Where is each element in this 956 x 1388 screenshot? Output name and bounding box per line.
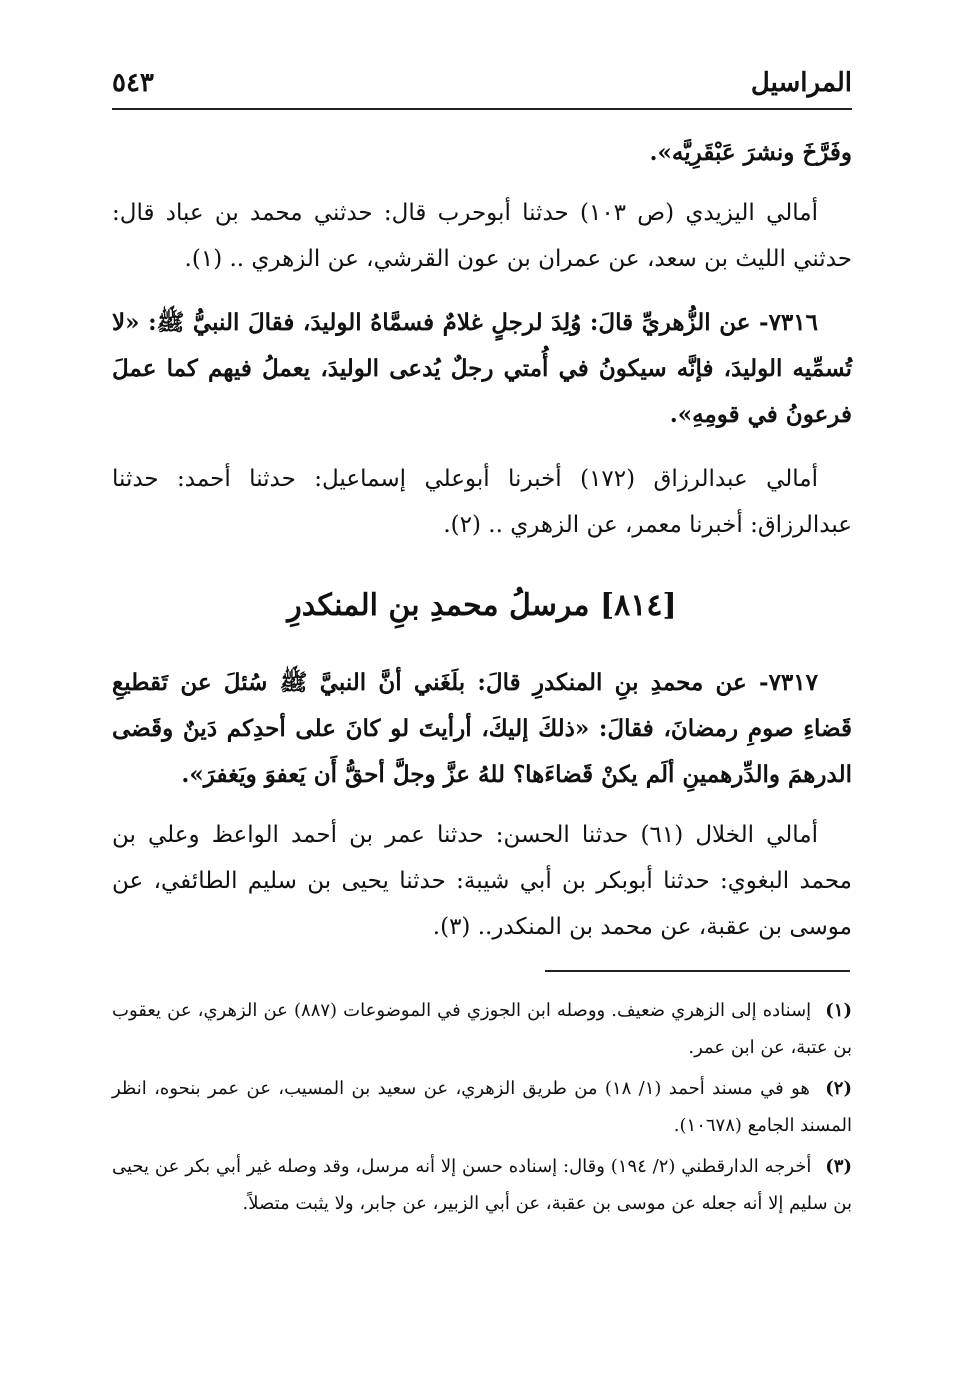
hadith-7316 xyxy=(112,300,852,438)
hadith-text: ٧٣١٧- عن محمدِ بنِ المنكدرِ قالَ: بلَغَني أنَّ النبيَّ ﷺ سُئلَ عن تَقطيعِ قَضاءِ صومِ رمضانَ، فقالَ: «ذلكَ إليكَ، أرأيتَ لو كانَ على أحدِكم دَينٌ وقَضى الدرهمَ والدِّرهمينِ ألَم يكنْ قَضاءَها؟ للهُ عزَّ وجلَّ أحقُّ أَن يَعفوَ ويَغفرَ». xyxy=(112,669,852,788)
footnote-separator xyxy=(545,970,850,972)
source-citation xyxy=(112,456,852,548)
hadith-continuation xyxy=(112,130,852,176)
citation-text: أمالي عبدالرزاق (١٧٢) أخبرنا أبوعلي إسماعيل: حدثنا أحمد: حدثنا عبدالرزاق: أخبرنا معمر، عن الزهري .. (٢). xyxy=(112,466,852,538)
footnote xyxy=(112,1148,852,1222)
running-title: المراسيل xyxy=(750,68,852,98)
footnote-text: هو في مسند أحمد (١/ ١٨) من طريق الزهري، عن سعيد بن المسيب، عن عمر بنحوه، انظر المسند الجامع (١٠٦٧٨). xyxy=(112,1078,852,1136)
footnote-text: أخرجه الدارقطني (٢/ ١٩٤) وقال: إسناده حسن إلا أنه مرسل، وقد وصله غير أبي بكر عن يحيى بن سليم إلا أنه جعله عن موسى بن عقبة، عن أبي الزبير، عن جابر، ولا يثبت متصلاً. xyxy=(112,1156,852,1214)
citation-text: أمالي اليزيدي (ص ١٠٣) حدثنا أبوحرب قال: حدثني محمد بن عباد قال: حدثني الليث بن سعد، عن عمران بن عون القرشي، عن الزهري .. (١). xyxy=(112,200,852,272)
section-heading: [٨١٤] مرسلُ محمدِ بنِ المنكدرِ xyxy=(287,588,677,623)
hadith-text: ٧٣١٦- عن الزُّهريِّ قالَ: وُلِدَ لرجلٍ غلامٌ فسمَّاهُ الوليدَ، فقالَ النبيُّ ﷺ: «لا تُسمِّيه الوليدَ، فإنَّه سيكونُ في أُمتي رجلٌ يُدعى الوليدَ، يعملُ فيهم كما عملَ فرعونُ في قومِهِ». xyxy=(112,309,852,428)
footnote-number: (٢) xyxy=(825,1078,852,1099)
footnote-text: إسناده إلى الزهري ضعيف. ووصله ابن الجوزي في الموضوعات (٨٨٧) عن الزهري، عن يعقوب بن عتبة، عن ابن عمر. xyxy=(112,1000,852,1058)
source-citation xyxy=(112,812,852,950)
footnote xyxy=(112,992,852,1066)
footnote xyxy=(112,1070,852,1144)
source-citation xyxy=(112,190,852,282)
hadith-7317 xyxy=(112,660,852,798)
footnote-number: (٣) xyxy=(825,1156,852,1177)
page-number: ٥٤٣ xyxy=(112,68,154,98)
citation-text: أمالي الخلال (٦١) حدثنا الحسن: حدثنا عمر بن أحمد الواعظ وعلي بن محمد البغوي: حدثنا أبوبكر بن أبي شيبة: حدثنا يحيى بن سليم الطائفي، عن موسى بن عقبة، عن محمد بن المنكدر.. (٣). xyxy=(112,822,852,940)
footnote-number: (١) xyxy=(825,1000,852,1021)
hadith-text: وفَرَّخَ ونشرَ عَبْقَرِيَّه». xyxy=(649,139,852,166)
page-header xyxy=(112,62,852,110)
